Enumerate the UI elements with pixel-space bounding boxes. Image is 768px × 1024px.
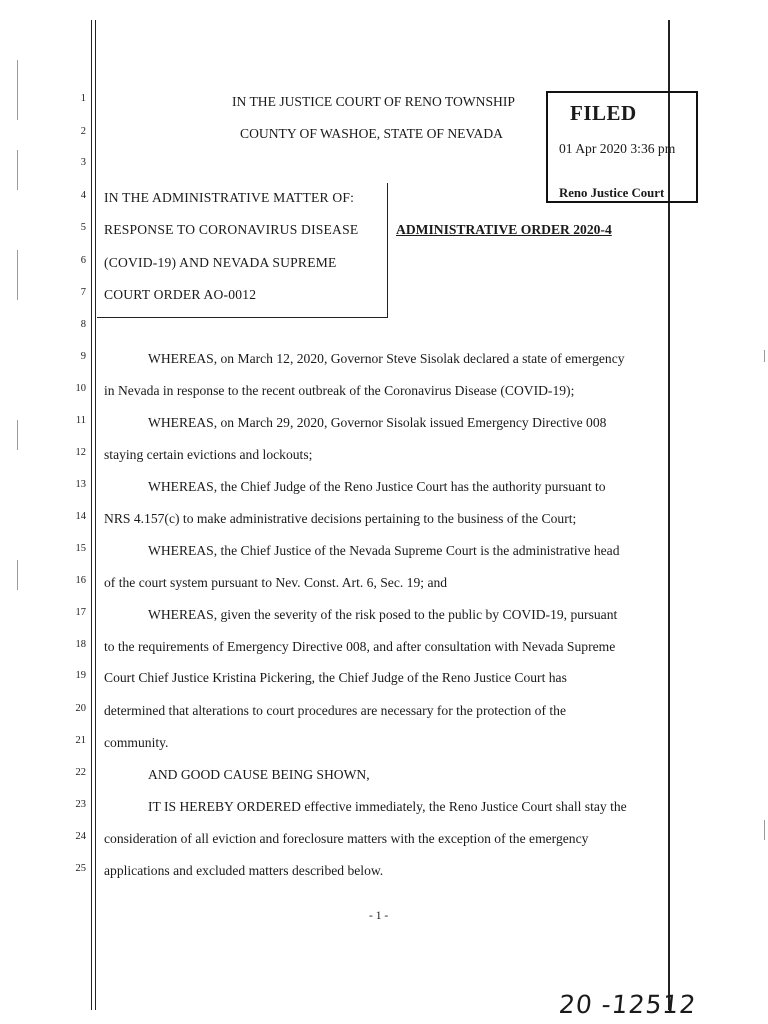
matter-line: COURT ORDER AO-0012 (104, 287, 257, 302)
matter-line: IN THE ADMINISTRATIVE MATTER OF: (104, 190, 355, 205)
matter-line: RESPONSE TO CORONAVIRUS DISEASE (104, 222, 359, 237)
scan-mark (17, 250, 18, 300)
line-number: 21 (75, 735, 86, 746)
line-number: 2 (80, 126, 86, 137)
handwritten-case-number: 20 -12512 (557, 990, 698, 1019)
line-number: 18 (75, 639, 86, 650)
line-number: 6 (80, 255, 86, 266)
line-number: 10 (75, 383, 86, 394)
body-line: community. (104, 735, 169, 750)
court-caption-line2: COUNTY OF WASHOE, STATE OF NEVADA (240, 126, 503, 141)
left-margin-rule (91, 20, 92, 1010)
scan-mark (17, 60, 18, 120)
body-line: staying certain evictions and lockouts; (104, 447, 313, 462)
body-line: applications and excluded matters described below. (104, 863, 384, 878)
line-number: 3 (80, 157, 86, 168)
line-number: 15 (75, 543, 86, 554)
line-number: 8 (80, 319, 86, 330)
line-number: 4 (80, 190, 86, 201)
body-line: NRS 4.157(c) to make administrative decisions pertaining to the business of the Court; (104, 511, 577, 526)
body-line: WHEREAS, on March 12, 2020, Governor Steve Sisolak declared a state of emergency (148, 351, 625, 366)
scan-mark (17, 150, 18, 190)
body-line: to the requirements of Emergency Directive 008, and after consultation with Nevada Supreme (104, 639, 616, 654)
line-number: 9 (80, 351, 86, 362)
body-line: in Nevada in response to the recent outbreak of the Coronavirus Disease (COVID-19); (104, 383, 575, 398)
left-margin-rule-inner (95, 20, 96, 1010)
body-line: WHEREAS, given the severity of the risk posed to the public by COVID-19, pursuant (148, 607, 618, 622)
filed-stamp-court: Reno Justice Court (559, 186, 665, 200)
body-line: IT IS HEREBY ORDERED effective immediately, the Reno Justice Court shall stay the (148, 799, 627, 814)
line-number: 25 (75, 863, 86, 874)
line-number: 23 (75, 799, 86, 810)
body-line: WHEREAS, on March 29, 2020, Governor Sisolak issued Emergency Directive 008 (148, 415, 607, 430)
scan-mark (17, 420, 18, 450)
line-number: 16 (75, 575, 86, 586)
line-number: 24 (75, 831, 86, 842)
body-line: AND GOOD CAUSE BEING SHOWN, (148, 767, 370, 782)
body-line: WHEREAS, the Chief Judge of the Reno Justice Court has the authority pursuant to (148, 479, 606, 494)
line-number: 14 (75, 511, 86, 522)
page-number: - 1 - (369, 910, 389, 922)
filed-stamp-title: FILED (570, 101, 637, 125)
line-number: 13 (75, 479, 86, 490)
scan-mark (764, 350, 765, 362)
line-number: 22 (75, 767, 86, 778)
line-number: 12 (75, 447, 86, 458)
line-number: 5 (80, 222, 86, 233)
order-title: ADMINISTRATIVE ORDER 2020-4 (396, 222, 612, 237)
line-number: 20 (75, 703, 86, 714)
line-number: 17 (75, 607, 86, 618)
body-line: WHEREAS, the Chief Justice of the Nevada Supreme Court is the administrative head (148, 543, 620, 558)
line-number: 1 (80, 93, 86, 104)
court-caption-line1: IN THE JUSTICE COURT OF RENO TOWNSHIP (232, 94, 515, 109)
body-line: determined that alterations to court procedures are necessary for the protection of the (104, 703, 566, 718)
filed-stamp-datetime: 01 Apr 2020 3:36 pm (559, 141, 676, 156)
line-number: 11 (75, 415, 86, 426)
filed-stamp (546, 91, 698, 203)
line-number: 19 (75, 670, 86, 681)
scan-mark (764, 820, 765, 840)
body-line: Court Chief Justice Kristina Pickering, the Chief Judge of the Reno Justice Court has (104, 670, 567, 685)
line-number: 7 (80, 287, 86, 298)
matter-line: (COVID-19) AND NEVADA SUPREME (104, 255, 337, 270)
body-line: of the court system pursuant to Nev. Const. Art. 6, Sec. 19; and (104, 575, 448, 590)
scan-mark (17, 560, 18, 590)
body-line: consideration of all eviction and foreclosure matters with the exception of the emergency (104, 831, 589, 846)
